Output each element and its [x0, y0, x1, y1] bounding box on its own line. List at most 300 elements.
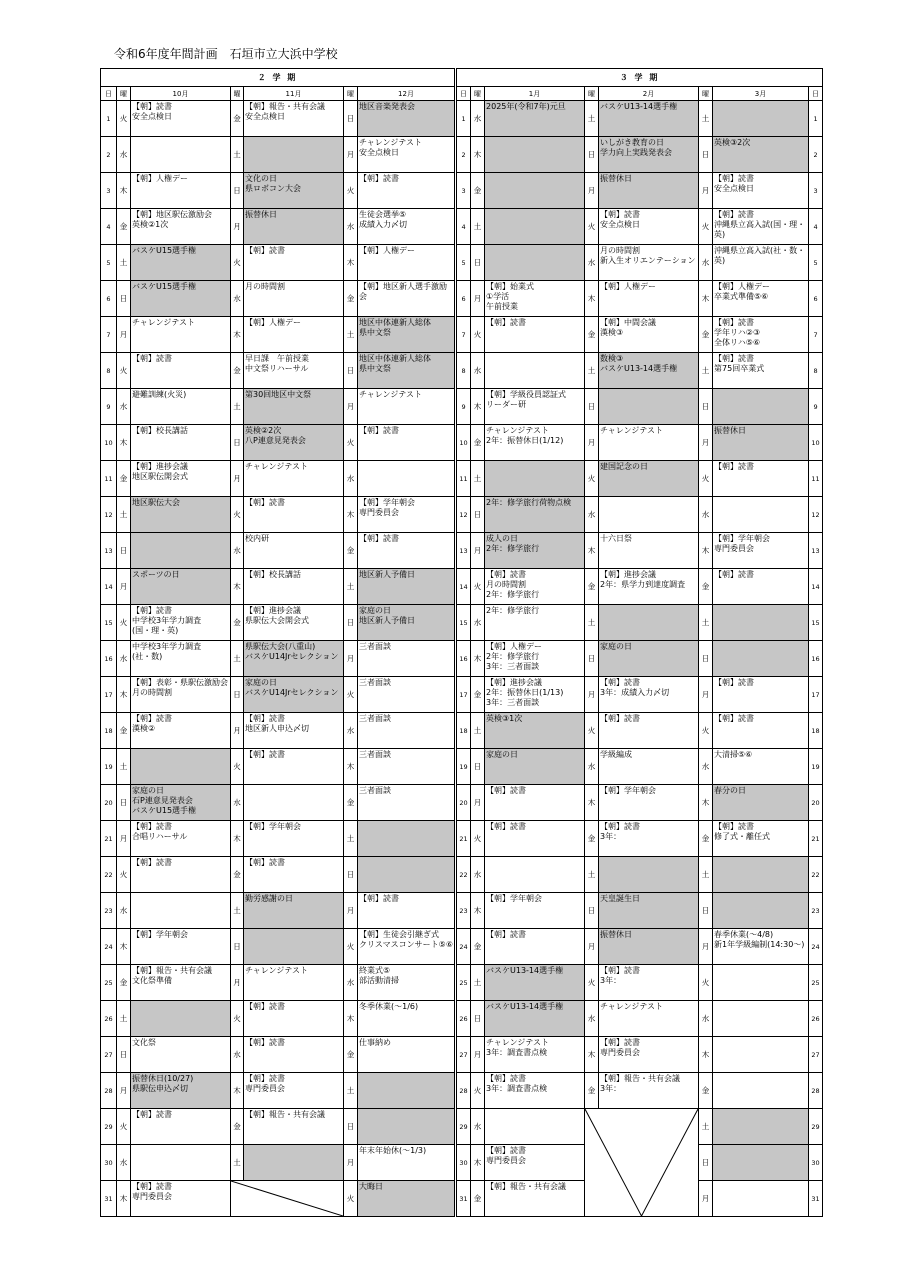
- calendar-row: [101, 353, 823, 389]
- weekday-cell: 金: [344, 1037, 358, 1073]
- weekday-cell: 木: [585, 281, 599, 317]
- weekday-cell: 木: [699, 281, 713, 317]
- event-text: 校内研: [245, 534, 269, 543]
- weekday-cell: 水: [699, 749, 713, 785]
- event-cell: [244, 209, 344, 245]
- event-text: [485, 173, 584, 208]
- calendar-row: [101, 749, 823, 785]
- weekday-cell: 日: [471, 245, 485, 281]
- weekday-cell: 木: [117, 1181, 131, 1217]
- weekday-cell: 火: [344, 929, 358, 965]
- event-cell: [599, 317, 699, 353]
- weekday-cell: 木: [344, 497, 358, 533]
- day-number: 14: [456, 569, 471, 605]
- weekday-cell: 火: [699, 209, 713, 245]
- event-text: [713, 1145, 808, 1180]
- weekday-cell: 日: [585, 137, 599, 173]
- weekday-cell: 土: [344, 1073, 358, 1109]
- event-text: 学級編成: [600, 750, 633, 759]
- event-cell: [713, 1181, 809, 1217]
- event-cell: [131, 209, 231, 245]
- event-text: 【朝】進捗会議 県駅伝大会開会式: [245, 606, 309, 625]
- event-cell: [131, 425, 231, 461]
- event-text: 【朝】読書: [486, 930, 527, 939]
- weekday-cell: 木: [699, 785, 713, 821]
- event-text: 【朝】学年朝会: [132, 930, 188, 939]
- weekday-cell: 金: [699, 1073, 713, 1109]
- event-text: 十六日祭: [600, 534, 633, 543]
- day-number: 1: [456, 101, 471, 137]
- event-cell: [244, 461, 344, 497]
- weekday-cell: 月: [471, 281, 485, 317]
- event-cell: [485, 317, 585, 353]
- weekday-cell: 火: [699, 461, 713, 497]
- event-cell: [713, 209, 809, 245]
- day-number: 14: [809, 569, 823, 605]
- weekday-cell: 金: [117, 965, 131, 1001]
- header-month-october: 10月: [131, 87, 231, 101]
- day-number: 8: [809, 353, 823, 389]
- event-cell: [358, 101, 456, 137]
- weekday-cell: 火: [699, 965, 713, 1001]
- event-text: 【朝】読書 沖縄県立高入試(国・理・英): [714, 210, 806, 239]
- event-text: 【朝】人権デー 2年：修学旅行 3年：三者面談: [486, 642, 543, 671]
- event-text: 【朝】地区新人選手激励会: [359, 282, 447, 301]
- event-text: 【朝】読書: [132, 354, 172, 363]
- day-number: 6: [809, 281, 823, 317]
- event-text: 振替休日(10/27) 県駅伝申込〆切: [132, 1074, 194, 1093]
- calendar-row: [101, 1145, 823, 1181]
- event-cell: [713, 569, 809, 605]
- event-cell: [599, 101, 699, 137]
- weekday-cell: 水: [231, 1037, 244, 1073]
- event-text: [244, 785, 343, 820]
- event-cell: [713, 785, 809, 821]
- event-text: 大晦日: [359, 1182, 383, 1191]
- weekday-cell: 木: [471, 641, 485, 677]
- weekday-cell: 水: [585, 1001, 599, 1037]
- event-cell: [131, 857, 231, 893]
- event-text: 地区新人予備日: [359, 570, 415, 579]
- weekday-cell: 金: [471, 1181, 485, 1217]
- event-text: [358, 821, 454, 856]
- event-cell: [244, 965, 344, 1001]
- weekday-cell: 木: [117, 677, 131, 713]
- weekday-cell: 火: [344, 677, 358, 713]
- event-cell: [485, 533, 585, 569]
- header-weekday: 曜: [471, 87, 485, 101]
- event-cell: [244, 929, 344, 965]
- event-text: 【朝】読書: [245, 750, 285, 759]
- weekday-cell: 土: [699, 605, 713, 641]
- weekday-cell: 木: [471, 893, 485, 929]
- event-cell: [485, 821, 585, 857]
- event-cell: [485, 425, 585, 461]
- day-number: 8: [456, 353, 471, 389]
- day-number: 4: [101, 209, 117, 245]
- day-number: 13: [809, 533, 823, 569]
- event-cell: [713, 965, 809, 1001]
- weekday-cell: 月: [344, 389, 358, 425]
- weekday-cell: 水: [344, 965, 358, 1001]
- weekday-cell: 月: [231, 965, 244, 1001]
- day-number: 22: [456, 857, 471, 893]
- event-cell: [131, 245, 231, 281]
- event-text: [713, 1181, 808, 1216]
- event-text: 【朝】始業式 ①学活 午前授業: [486, 282, 535, 311]
- event-cell: [599, 857, 699, 893]
- weekday-cell: 金: [471, 425, 485, 461]
- event-text: 【朝】読書 専門委員会: [132, 1182, 172, 1201]
- event-text: [358, 1109, 454, 1144]
- event-text: [713, 605, 808, 640]
- event-text: 【朝】読書 合唱リハーサル: [132, 822, 188, 841]
- weekday-cell: 火: [585, 209, 599, 245]
- event-cell: [244, 677, 344, 713]
- annual-calendar-table: [100, 68, 823, 1217]
- weekday-cell: 金: [585, 821, 599, 857]
- event-cell: [485, 1109, 585, 1145]
- weekday-cell: 土: [471, 461, 485, 497]
- weekday-cell: 月: [699, 929, 713, 965]
- event-text: 【朝】読書: [714, 678, 755, 687]
- event-text: [131, 1001, 230, 1036]
- weekday-cell: 金: [585, 317, 599, 353]
- event-text: 英検③2次: [714, 138, 751, 147]
- event-cell: [485, 101, 585, 137]
- weekday-cell: 土: [231, 137, 244, 173]
- event-text: 【朝】読書: [359, 426, 399, 435]
- event-cell: [599, 1037, 699, 1073]
- weekday-cell: 金: [231, 605, 244, 641]
- header-month-march: 3月: [713, 87, 809, 101]
- event-text: 【朝】進捗会議 2年：振替休日(1/13) 3年：三者面談: [486, 678, 564, 707]
- event-text: 振替休日: [600, 174, 633, 183]
- event-text: 【朝】読書 3年：: [600, 822, 641, 841]
- event-cell: [131, 389, 231, 425]
- day-number: 21: [101, 821, 117, 857]
- day-number: 13: [456, 533, 471, 569]
- event-text: 冬季休業(～1/6): [359, 1002, 419, 1011]
- event-cell: [485, 497, 585, 533]
- event-cell: [244, 605, 344, 641]
- weekday-cell: 金: [344, 533, 358, 569]
- event-cell: [358, 245, 456, 281]
- weekday-cell: 金: [585, 569, 599, 605]
- weekday-cell: 土: [344, 569, 358, 605]
- weekday-cell: 月: [585, 173, 599, 209]
- event-cell: [713, 281, 809, 317]
- day-number: 21: [809, 821, 823, 857]
- event-text: 地区中体連新人総体 県中文祭: [359, 318, 431, 337]
- event-text: 【朝】読書: [245, 1002, 285, 1011]
- event-cell: [131, 1145, 231, 1181]
- event-text: チャレンジテスト: [245, 966, 309, 975]
- event-text: [244, 137, 343, 172]
- event-text: 【朝】読書 学年リハ②③ 全体リハ⑤⑥: [714, 318, 761, 347]
- event-cell: [358, 749, 456, 785]
- event-cell: [131, 173, 231, 209]
- event-cell: [485, 785, 585, 821]
- event-text: 【朝】読書 中学校3年学力調査 (国・理・英): [132, 606, 202, 635]
- event-cell: [358, 965, 456, 1001]
- event-text: 県駅伝大会(八重山) バスケU14Jrセレクション: [245, 642, 339, 661]
- day-number: 27: [809, 1037, 823, 1073]
- event-cell: [485, 1181, 585, 1217]
- event-cell: [131, 641, 231, 677]
- event-cell: [131, 1181, 231, 1217]
- event-text: 【朝】読書: [245, 246, 285, 255]
- event-cell: [358, 785, 456, 821]
- day-number: 20: [101, 785, 117, 821]
- day-number: 10: [456, 425, 471, 461]
- day-number: 2: [101, 137, 117, 173]
- weekday-cell: 土: [117, 497, 131, 533]
- diagonal-strike: [231, 1181, 343, 1216]
- event-text: 振替休日: [600, 930, 633, 939]
- event-cell: [485, 1073, 585, 1109]
- event-cell: [485, 713, 585, 749]
- event-cell: [713, 137, 809, 173]
- event-cell: [713, 245, 809, 281]
- weekday-cell: 土: [699, 1109, 713, 1145]
- weekday-cell: 水: [117, 389, 131, 425]
- event-text: 【朝】読書: [486, 318, 527, 327]
- event-cell: [713, 389, 809, 425]
- day-number: 16: [101, 641, 117, 677]
- event-cell: [131, 1001, 231, 1037]
- weekday-cell: 水: [471, 101, 485, 137]
- weekday-cell: 金: [344, 785, 358, 821]
- weekday-cell: 金: [117, 461, 131, 497]
- header-weekday: 曜: [585, 87, 599, 101]
- event-cell: [131, 137, 231, 173]
- day-number: 14: [101, 569, 117, 605]
- weekday-cell: 木: [344, 749, 358, 785]
- header-month-january: 1月: [485, 87, 585, 101]
- calendar-row: [101, 101, 823, 137]
- day-number: 21: [456, 821, 471, 857]
- day-number: 29: [101, 1109, 117, 1145]
- calendar-row: [101, 137, 823, 173]
- event-text: チャレンジテスト: [600, 426, 664, 435]
- event-text: 三者面談: [359, 786, 391, 795]
- event-cell: [131, 281, 231, 317]
- event-cell: [599, 497, 699, 533]
- event-cell: [599, 173, 699, 209]
- weekday-cell: 土: [471, 209, 485, 245]
- event-text: [713, 893, 808, 928]
- event-text: 【朝】進捗会議 地区駅伝開会式: [132, 462, 188, 481]
- event-text: 2年：修学旅行: [486, 606, 540, 615]
- event-cell: [244, 569, 344, 605]
- weekday-cell: 木: [471, 389, 485, 425]
- event-cell: [358, 533, 456, 569]
- event-text: 年末年始休(～1/3): [359, 1146, 427, 1155]
- weekday-cell: 火: [585, 965, 599, 1001]
- event-text: 2025年(令和7年)元旦: [486, 102, 566, 111]
- calendar-row: [101, 533, 823, 569]
- weekday-cell: 金: [699, 821, 713, 857]
- event-text: [485, 857, 584, 892]
- calendar-row: [101, 1109, 823, 1145]
- weekday-cell: 火: [344, 1181, 358, 1217]
- nonexistent-date-cell: [585, 1109, 699, 1217]
- weekday-cell: 水: [699, 1001, 713, 1037]
- day-number: 13: [101, 533, 117, 569]
- weekday-cell: 金: [231, 101, 244, 137]
- event-cell: [599, 461, 699, 497]
- event-cell: [358, 569, 456, 605]
- event-cell: [358, 1037, 456, 1073]
- event-cell: [131, 317, 231, 353]
- event-cell: [485, 965, 585, 1001]
- weekday-cell: 月: [585, 929, 599, 965]
- event-text: バスケU15選手権: [132, 246, 197, 255]
- day-number: 17: [456, 677, 471, 713]
- event-cell: [599, 749, 699, 785]
- day-number: 1: [809, 101, 823, 137]
- event-cell: [131, 713, 231, 749]
- event-text: [485, 1109, 584, 1144]
- event-cell: [485, 893, 585, 929]
- event-text: [599, 857, 698, 892]
- day-number: 10: [809, 425, 823, 461]
- event-cell: [358, 461, 456, 497]
- event-cell: [599, 281, 699, 317]
- event-cell: [599, 137, 699, 173]
- event-cell: [485, 1145, 585, 1181]
- event-cell: [713, 1145, 809, 1181]
- event-text: [713, 1001, 808, 1036]
- weekday-cell: 土: [117, 1001, 131, 1037]
- event-cell: [713, 857, 809, 893]
- event-cell: [358, 173, 456, 209]
- event-text: 地区駅伝大会: [132, 498, 180, 507]
- day-number: 31: [101, 1181, 117, 1217]
- day-number: 31: [456, 1181, 471, 1217]
- event-cell: [713, 533, 809, 569]
- weekday-cell: 月: [471, 1037, 485, 1073]
- day-number: 11: [101, 461, 117, 497]
- day-number: 26: [101, 1001, 117, 1037]
- event-cell: [713, 713, 809, 749]
- event-text: 春季休業(～4/8) 新1年学級編制(14:30～): [714, 930, 805, 949]
- event-text: 成人の日 2年：修学旅行: [486, 534, 540, 553]
- event-text: バスケU13-14選手権: [600, 102, 678, 111]
- event-text: [713, 965, 808, 1000]
- diagonal-strike: [585, 1109, 698, 1216]
- event-text: 【朝】読書 漢検②: [132, 714, 172, 733]
- event-text: 家庭の日: [486, 750, 519, 759]
- calendar-row: [101, 173, 823, 209]
- weekday-cell: 金: [117, 209, 131, 245]
- header-weekday: 曜: [699, 87, 713, 101]
- day-number: 18: [101, 713, 117, 749]
- event-cell: [713, 317, 809, 353]
- term-header-row: [101, 69, 823, 87]
- event-text: 【朝】読書 安全点検日: [132, 102, 172, 121]
- event-cell: [358, 281, 456, 317]
- day-number: 26: [456, 1001, 471, 1037]
- weekday-cell: 日: [699, 1145, 713, 1181]
- day-number: 9: [809, 389, 823, 425]
- event-text: 【朝】報告・共有会議 文化祭準備: [132, 966, 212, 985]
- event-text: [485, 137, 584, 172]
- document-title: 令和6年度年間計画 石垣市立大浜中学校: [114, 47, 338, 61]
- weekday-cell: 月: [699, 677, 713, 713]
- weekday-cell: 火: [471, 317, 485, 353]
- event-cell: [131, 929, 231, 965]
- calendar-body: [101, 101, 823, 1217]
- event-cell: [358, 1001, 456, 1037]
- event-text: 【朝】読書: [359, 534, 399, 543]
- event-cell: [358, 857, 456, 893]
- weekday-cell: 土: [585, 605, 599, 641]
- weekday-cell: 水: [117, 137, 131, 173]
- calendar-row: [101, 317, 823, 353]
- weekday-cell: 日: [699, 893, 713, 929]
- weekday-cell: 木: [231, 569, 244, 605]
- weekday-cell: 水: [699, 497, 713, 533]
- event-cell: [599, 425, 699, 461]
- event-text: 地区音楽発表会: [359, 102, 415, 111]
- event-cell: [485, 929, 585, 965]
- event-text: [599, 605, 698, 640]
- event-cell: [131, 1073, 231, 1109]
- event-cell: [244, 821, 344, 857]
- calendar-row: [101, 605, 823, 641]
- day-number: 1: [101, 101, 117, 137]
- event-text: 【朝】学年朝会: [600, 786, 657, 795]
- event-text: 月の時間割 新入生オリエンテーション: [600, 246, 696, 265]
- event-cell: [599, 929, 699, 965]
- event-text: 【朝】読書: [486, 822, 527, 831]
- event-cell: [131, 965, 231, 1001]
- weekday-cell: 火: [585, 713, 599, 749]
- event-cell: [131, 533, 231, 569]
- event-cell: [485, 353, 585, 389]
- weekday-cell: 月: [231, 209, 244, 245]
- day-number: 2: [809, 137, 823, 173]
- event-text: [713, 1073, 808, 1108]
- event-cell: [485, 857, 585, 893]
- day-number: 23: [456, 893, 471, 929]
- weekday-cell: 火: [471, 821, 485, 857]
- day-number: 5: [101, 245, 117, 281]
- event-text: チャレンジテスト: [600, 1002, 664, 1011]
- weekday-cell: 火: [231, 245, 244, 281]
- event-cell: [244, 1145, 344, 1181]
- weekday-cell: 木: [231, 1073, 244, 1109]
- day-number: 8: [101, 353, 117, 389]
- weekday-cell: 金: [699, 317, 713, 353]
- event-text: 【朝】読書: [359, 894, 399, 903]
- weekday-cell: 月: [585, 677, 599, 713]
- event-text: 【朝】読書: [486, 786, 527, 795]
- event-cell: [358, 821, 456, 857]
- event-cell: [358, 497, 456, 533]
- weekday-cell: 火: [117, 353, 131, 389]
- event-cell: [713, 1073, 809, 1109]
- event-cell: [358, 893, 456, 929]
- weekday-cell: 火: [699, 713, 713, 749]
- weekday-cell: 日: [344, 605, 358, 641]
- weekday-cell: 日: [117, 1037, 131, 1073]
- event-cell: [485, 461, 585, 497]
- calendar-row: [101, 1181, 823, 1217]
- event-cell: [244, 785, 344, 821]
